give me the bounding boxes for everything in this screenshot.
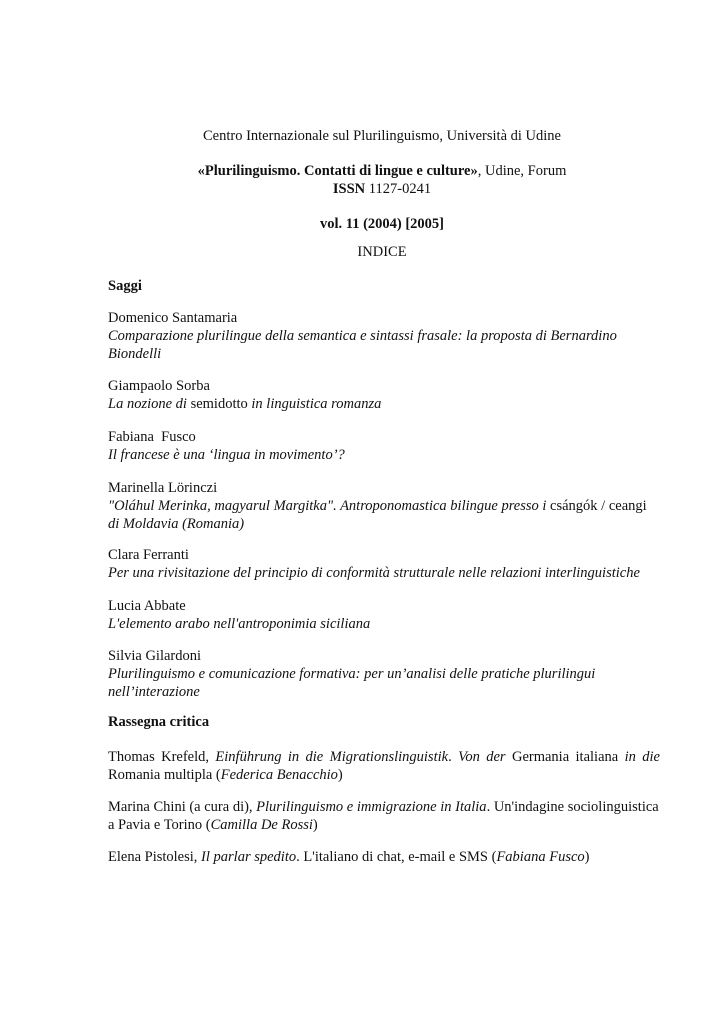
entry-author: Silvia Gilardoni [108,648,202,664]
rassegna-heading-text: Rassegna critica [108,714,210,730]
review-entry: Marina Chini (a cura di), Plurilinguismo e immigrazione in Italia. Un'indagine sociolinguistica a Pavia e Torino (Camilla De Rossi) [108,799,659,833]
volume-text: vol. 11 (2004) [2005] [319,216,445,232]
review-entry: Elena Pistolesi, Il parlar spedito. L'italiano di chat, e-mail e SMS (Fabiana Fusco) [108,849,590,865]
saggio-entry [108,479,660,533]
journal-line [0,162,724,180]
index-title-text: INDICE [357,244,407,260]
entry-title: Plurilinguismo e comunicazione formativa: per un’analisi delle pratiche plurilingui nell’interazione [108,666,596,700]
entry-author: Lucia Abbate [108,598,186,614]
issn-line [0,180,724,198]
journal-title: «Plurilinguismo. Contatti di lingue e culture» [197,163,478,179]
institution-line [0,127,724,145]
saggio-entry [108,647,660,701]
entry-author: Marinella Lörinczi [108,480,218,496]
entry-title: La nozione di semidotto in linguistica romanza [108,396,382,412]
institution-text: Centro Internazionale sul Plurilinguismo, Università di Udine [202,128,561,144]
entry-author: Domenico Santamaria [108,310,238,326]
entry-author: Clara Ferranti [108,547,189,563]
entry-title: L'elemento arabo nell'antroponimia siciliana [108,616,371,632]
entry-title: Comparazione plurilingue della semantica e sintassi frasale: la proposta di Bernardino Biondelli [108,328,617,362]
review-entry: Thomas Krefeld, Einführung in die Migrationslinguistik. Von der Germania italiana in die Romania multipla (Federica Benacchio) [108,749,660,783]
saggio-entry [108,546,660,582]
journal-publisher: , Udine, Forum [477,163,567,179]
issn-label: ISSN [332,181,366,197]
saggio-entry [108,597,660,633]
section-heading-saggi [108,277,660,295]
saggio-entry [108,428,660,464]
saggi-heading-text: Saggi [108,278,142,294]
entry-author: Giampaolo Sorba [108,378,210,394]
section-heading-rassegna [108,713,660,731]
entry-title: "Oláhul Merinka, magyarul Margitka". Antroponomastica bilingue presso i csángók / ceangi di Moldavia (Romania) [108,498,647,532]
saggio-entry [108,309,660,363]
saggio-entry [108,377,660,413]
volume-line [0,215,724,233]
entry-title: Per una rivisitazione del principio di conformità strutturale nelle relazioni interlinguistiche [108,565,640,581]
entry-title: Il francese è una ‘lingua in movimento’? [108,447,345,463]
index-title [0,243,724,261]
entry-author: Fabiana Fusco [108,429,196,445]
issn-value: 1127-0241 [365,181,432,197]
